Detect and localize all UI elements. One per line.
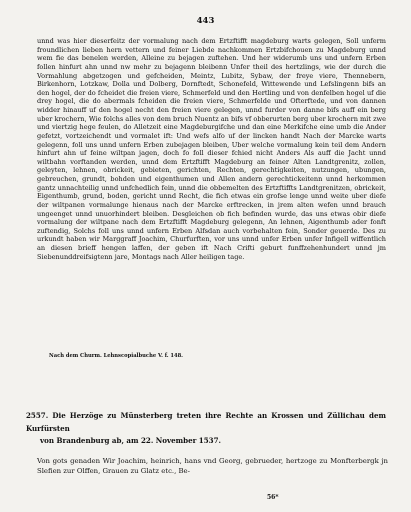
document-title-part-1: Die Herzöge zu Münsterberg treten ihre Rechte an Krossen und Züllichau dem Kurfürsten bbox=[26, 411, 386, 433]
charter-paragraph: unnd was hier dieserfeitz der vormalung nach dem Ertzftifft magdeburg warts gelegen, Soll unferm froundlichen lieben hern vettern und feiner Liebde nachkommen Ertzbifchouen zu Magdeburg unnd wem fie das benelen werden, Alleine zu bejagen zuftehen. Und her widerumb uns und unfern Erben follen hinfurt ahn unnd nw mehr zu bejagenn bleibenn Unfer theil des hertzlings, wie der durch die Vormahlung abgetzogen und gefcheiden, Meintz, Lubitz, Sybaw, der freye viere, Thennebern, Birkenhorn, Lotzkaw, Dolla und Dolberg, Dornftedt, Schonefeld, Wittewende und Lefslingenn bifs an den hogel, der do fcheidet die freien viere, Schmerfeld und den Hertling und von denfelben hogel uf die drey hogel, die do abermals fcheiden die freien viere, Schmerfelde und Ofterftede, und von dannen widder hinauff uf den hogel necht den freien viere gelegen, unnd furder von danne bifs auff ein berg uber krochern, Wie folchs alles von dem bruch Nuentz an bifs vf obberurten berg uber krochern mit zwe und viertzig hege feulen, do Alletzeit eine Magdeburgifche und dan eine Merkifche eine umb die Ander gefetzt, vortzeichendt und vormalet ift: Und wefs alfo uf der lincken handt Nach der Marcke warts gelegenn, foll uns unnd unfern Erben zubejagen bleiben, Uber welche vormalung kein teil dem Andern hinfurt ahn uf feine wiltpan jagen, doch fo foll dieser fchied nicht Anders Als auff die Jacht unnd wiltbahn vorftanden werden, unnd dem Ertzftifft Magdeburg an feiner Alten Landtgrenitz, zollen, geleyten, lehnen, obrickeit, gebieten, gerichten, Rechten, gerechtigkeiten, nutzungen, ubungen, gebreuchen, grundt, bohden und eigenthumen und Allen andern gerechtickeitenn unnd herkommen gantz unnachteilig unnd unfchedlich fein, unnd die obbemelten des Ertzftiffts Landtgrenitzen, obrickeit, Eigenthumb, grund, boden, gericht unnd Recht, die fich etwas ein grofse lenge unnd weite uber diefe der wiltpanen vormalunge hienaus nach der Marcke erftrecken, in jrem alten wefen unnd brauch ungeenget unnd unuorhindert bleiben. Desgleichen ob fich befinden wurde, das uns etwas obir diefe vormalung der wiltpane nach dem Ertzftifft Magdeburg gelegenn, An lehnen, Aigenthumb ader fonft zuftendig, Solchs foll uns unnd unfern Erben Alfsdan auch vorbehalten fein, Sonder geuerde. Des zu urkundt haben wir Marggraff Joachim, Churfurften, vor uns unnd unfer Erben unfer Infigell wiffentlich an diesen brieff hengen laffen, der geben ift Nach Crifti geburt funffzehenhundert unnd jm Siebenunddreifsigtenn jare, Montags nach Aller heiligen tage. bbox=[37, 37, 386, 261]
signature-mark: 56* bbox=[267, 494, 279, 501]
source-note: Nach dem Churm. Lehnscopialbuche V. f. 148. bbox=[49, 353, 183, 359]
document-title-line bbox=[26, 410, 386, 435]
charter-text-block bbox=[37, 37, 386, 261]
page-number: 443 bbox=[196, 16, 215, 26]
document-title-part-2: von Brandenburg ab, am 22. November 1537. bbox=[40, 436, 222, 445]
document-opening-text bbox=[37, 457, 388, 476]
document-heading bbox=[26, 410, 386, 448]
document-number: 2557. bbox=[26, 411, 49, 420]
document-paragraph: Von gots genaden Wir Joachim, heinrich, hans vnd Georg, gebrueder, hertzoge zu Monfterbergk jn Slefien zur Olffen, Grauen zu Glatz etc., Be- bbox=[37, 457, 388, 475]
